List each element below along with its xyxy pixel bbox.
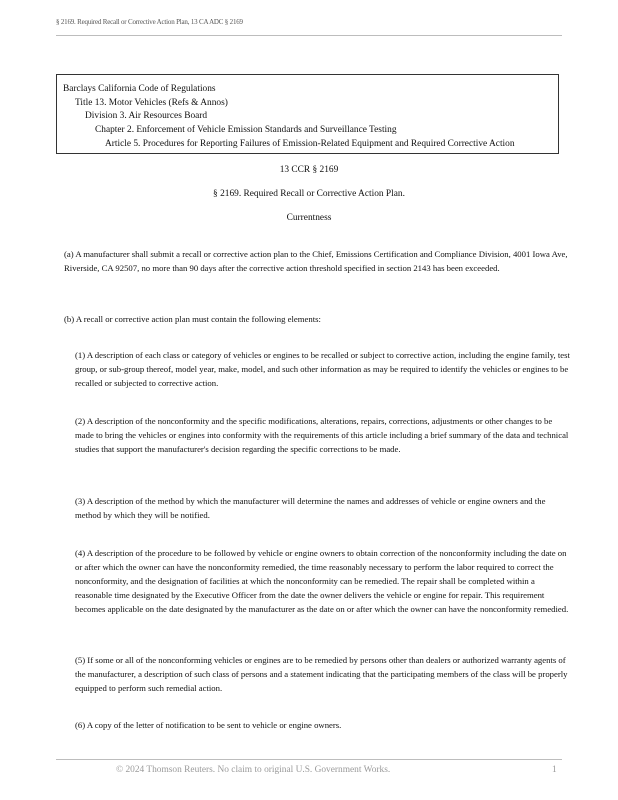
running-head: § 2169. Required Recall or Corrective Action Plan, 13 CA ADC § 2169 [56,18,243,26]
title-heading: Title 13. Motor Vehicles (Refs & Annos) [75,97,228,108]
header-divider [56,35,562,36]
article-heading: Article 5. Procedures for Reporting Failures of Emission-Related Equipment and Required Corrective Action [105,138,515,149]
page-number: 1 [552,765,557,775]
currentness-label: Currentness [286,213,332,223]
section-heading: § 2169. Required Recall or Corrective Action Plan. [213,189,405,199]
chapter-heading: Chapter 2. Enforcement of Vehicle Emission Standards and Surveillance Testing [95,125,397,136]
division-heading: Division 3. Air Resources Board [85,111,208,122]
footer-divider [56,759,562,760]
paragraph-b4: (4) A description of the procedure to be followed by vehicle or engine owners to obtain correction of the nonconformity including the date on or after which the owner can have the nonconformity remedied, the time reasonably necessary to perform the labor required to correct the nonconformity, and the designation of facilities at which the nonconformity can be remedied. The repair shall be completed within a reasonable time designated by the Executive Officer from the date the owner delivers the vehicle or engine for repair. This requirement becomes applicable on the date designated by the manufacturer as the date on or after which the owner can have the nonconformity remedied. [75,548,569,614]
code-name: Barclays California Code of Regulations [63,84,216,94]
paragraph-b2: (2) A description of the nonconformity and the specific modifications, alterations, repairs, corrections, adjustments or other changes to be made to bring the vehicles or engines into conformity with the requirements of this article including a brief summary of the data and technical studies that support the manufacturer's decision regarding the specific corrections to be made. [75,416,569,454]
paragraph-b1: (1) A description of each class or category of vehicles or engines to be recalled or subject to corrective action, including the engine family, test group, or sub-group thereof, model year, make, model, and such other information as may be required to identify the vehicles or engines to be recalled or subjected to corrective action. [75,350,570,388]
code-hierarchy-box [56,74,559,154]
paragraph-b6: (6) A copy of the letter of notification to be sent to vehicle or engine owners. [75,720,342,730]
paragraph-b3: (3) A description of the method by which the manufacturer will determine the names and addresses of vehicle or engine owners and the method by which they will be notified. [75,496,546,520]
copyright-notice: © 2024 Thomson Reuters. No claim to original U.S. Government Works. [116,765,391,775]
paragraph-b5: (5) If some or all of the nonconforming vehicles or engines are to be remedied by persons other than dealers or authorized warranty agents of the manufacturer, a description of such class of persons and a statement indicating that the participating members of the class will be properly equipped to perform such remedial action. [75,655,568,693]
citation: 13 CCR § 2169 [279,165,339,175]
paragraph-b: (b) A recall or corrective action plan must contain the following elements: [64,314,321,324]
paragraph-a: (a) A manufacturer shall submit a recall or corrective action plan to the Chief, Emissions Certification and Compliance Division, 4001 Iowa Ave, Riverside, CA 92507, no more than 90 days after the corrective action threshold specified in section 2143 has been exceeded. [64,249,568,273]
